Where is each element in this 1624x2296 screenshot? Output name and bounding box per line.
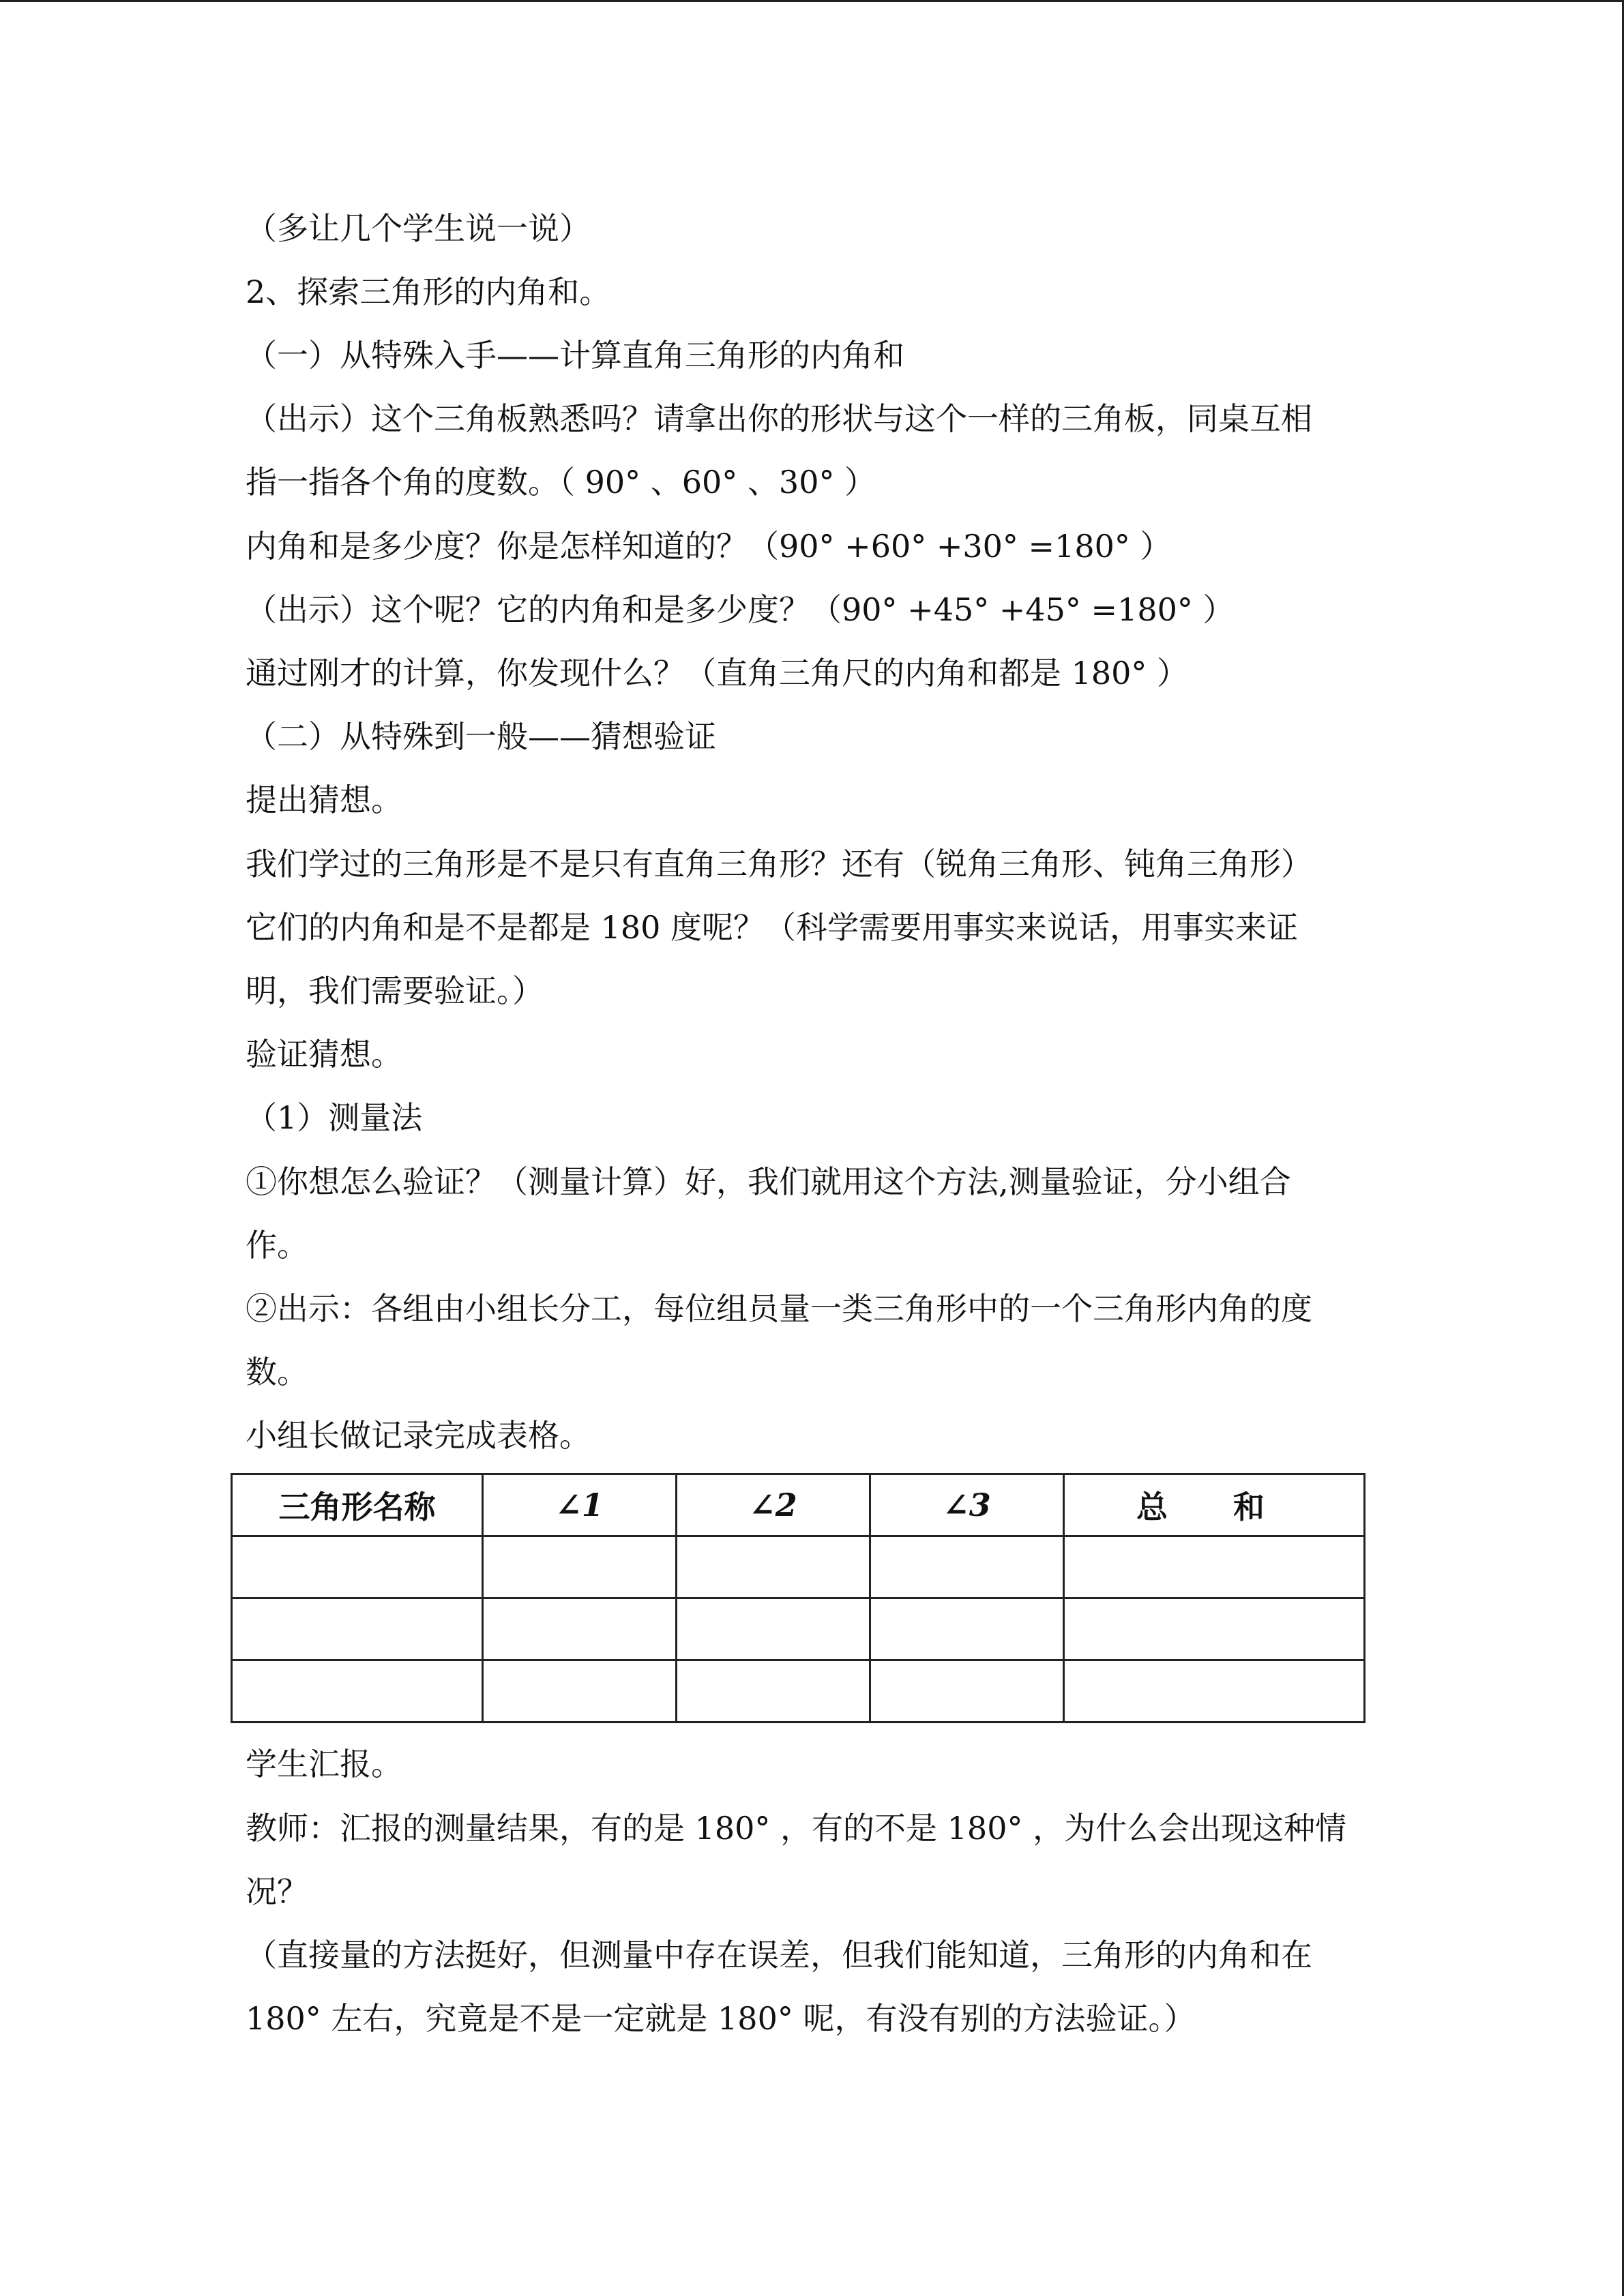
text-line: 180° 左右，究竟是不是一定就是 180° 呢，有没有别的方法验证。）: [246, 2000, 1196, 2037]
text-line: 提出猜想。: [246, 781, 402, 818]
text-line: （直接量的方法挺好，但测量中存在误差，但我们能知道，三角形的内角和在: [246, 1937, 1312, 1973]
text-line: 明，我们需要验证。）: [246, 972, 544, 1009]
table-row: [232, 1536, 1365, 1598]
table-cell: [1064, 1536, 1365, 1598]
text-line: 小组长做记录完成表格。: [246, 1417, 591, 1454]
text-line: 作。: [246, 1227, 308, 1264]
header-triangle-name: 三角形名称: [232, 1474, 483, 1536]
table-cell: [870, 1660, 1064, 1723]
header-angle-3: ∠3: [870, 1474, 1064, 1536]
text-line: 数。: [246, 1354, 308, 1390]
table-row: [232, 1598, 1365, 1660]
text-line: 2、探索三角形的内角和。: [246, 273, 611, 310]
text-line: 验证猜想。: [246, 1036, 402, 1073]
text-line: （1）测量法: [246, 1099, 423, 1136]
table-cell: [677, 1536, 870, 1598]
text-line: （出示）这个呢？它的内角和是多少度？（90° +45° +45° =180° ）: [246, 591, 1235, 628]
text-line: ①你想怎么验证？（测量计算）好，我们就用这个方法,测量验证，分小组合: [246, 1163, 1291, 1200]
text-line: （二）从特殊到一般——猜想验证: [246, 718, 716, 755]
text-line: ②出示：各组由小组长分工，每位组员量一类三角形中的一个三角形内角的度: [246, 1290, 1312, 1327]
table-cell: [677, 1598, 870, 1660]
table-row: [232, 1660, 1365, 1723]
text-line: 教师：汇报的测量结果，有的是 180° ，有的不是 180° ，为什么会出现这种情: [246, 1810, 1347, 1847]
header-total: 总 和: [1064, 1474, 1365, 1536]
record-table: [231, 1473, 1365, 1723]
text-line: 内角和是多少度？你是怎样知道的？（90° +60° +30° =180° ）: [246, 528, 1172, 565]
text-line: 指一指各个角的度数。（ 90° 、60° 、30° ）: [246, 464, 876, 501]
text-line: （多让几个学生说一说）: [246, 210, 591, 247]
table-cell: [483, 1598, 677, 1660]
table-cell: [870, 1536, 1064, 1598]
table-cell: [1064, 1660, 1365, 1723]
header-angle-2: ∠2: [677, 1474, 870, 1536]
text-line: 我们学过的三角形是不是只有直角三角形？还有（锐角三角形、钝角三角形）: [246, 846, 1312, 882]
table-header-row: [232, 1474, 1365, 1536]
table-cell: [677, 1660, 870, 1723]
text-line: 况？: [246, 1873, 308, 1910]
text-line: 通过刚才的计算，你发现什么？（直角三角尺的内角和都是 180° ）: [246, 655, 1189, 691]
table-cell: [483, 1536, 677, 1598]
text-line: （出示）这个三角板熟悉吗？请拿出你的形状与这个一样的三角板，同桌互相: [246, 400, 1312, 437]
table-cell: [870, 1598, 1064, 1660]
table-cell: [232, 1660, 483, 1723]
table-cell: [232, 1598, 483, 1660]
text-line: 学生汇报。: [246, 1746, 402, 1783]
text-line: 它们的内角和是不是都是 180 度呢？（科学需要用事实来说话，用事实来证: [246, 909, 1299, 946]
top-border-line: [0, 0, 1624, 2]
header-angle-1: ∠1: [483, 1474, 677, 1536]
table-cell: [483, 1660, 677, 1723]
table-cell: [1064, 1598, 1365, 1660]
table-cell: [232, 1536, 483, 1598]
text-line: （一）从特殊入手——计算直角三角形的内角和: [246, 337, 904, 374]
record-table-container: [231, 1473, 1365, 1723]
